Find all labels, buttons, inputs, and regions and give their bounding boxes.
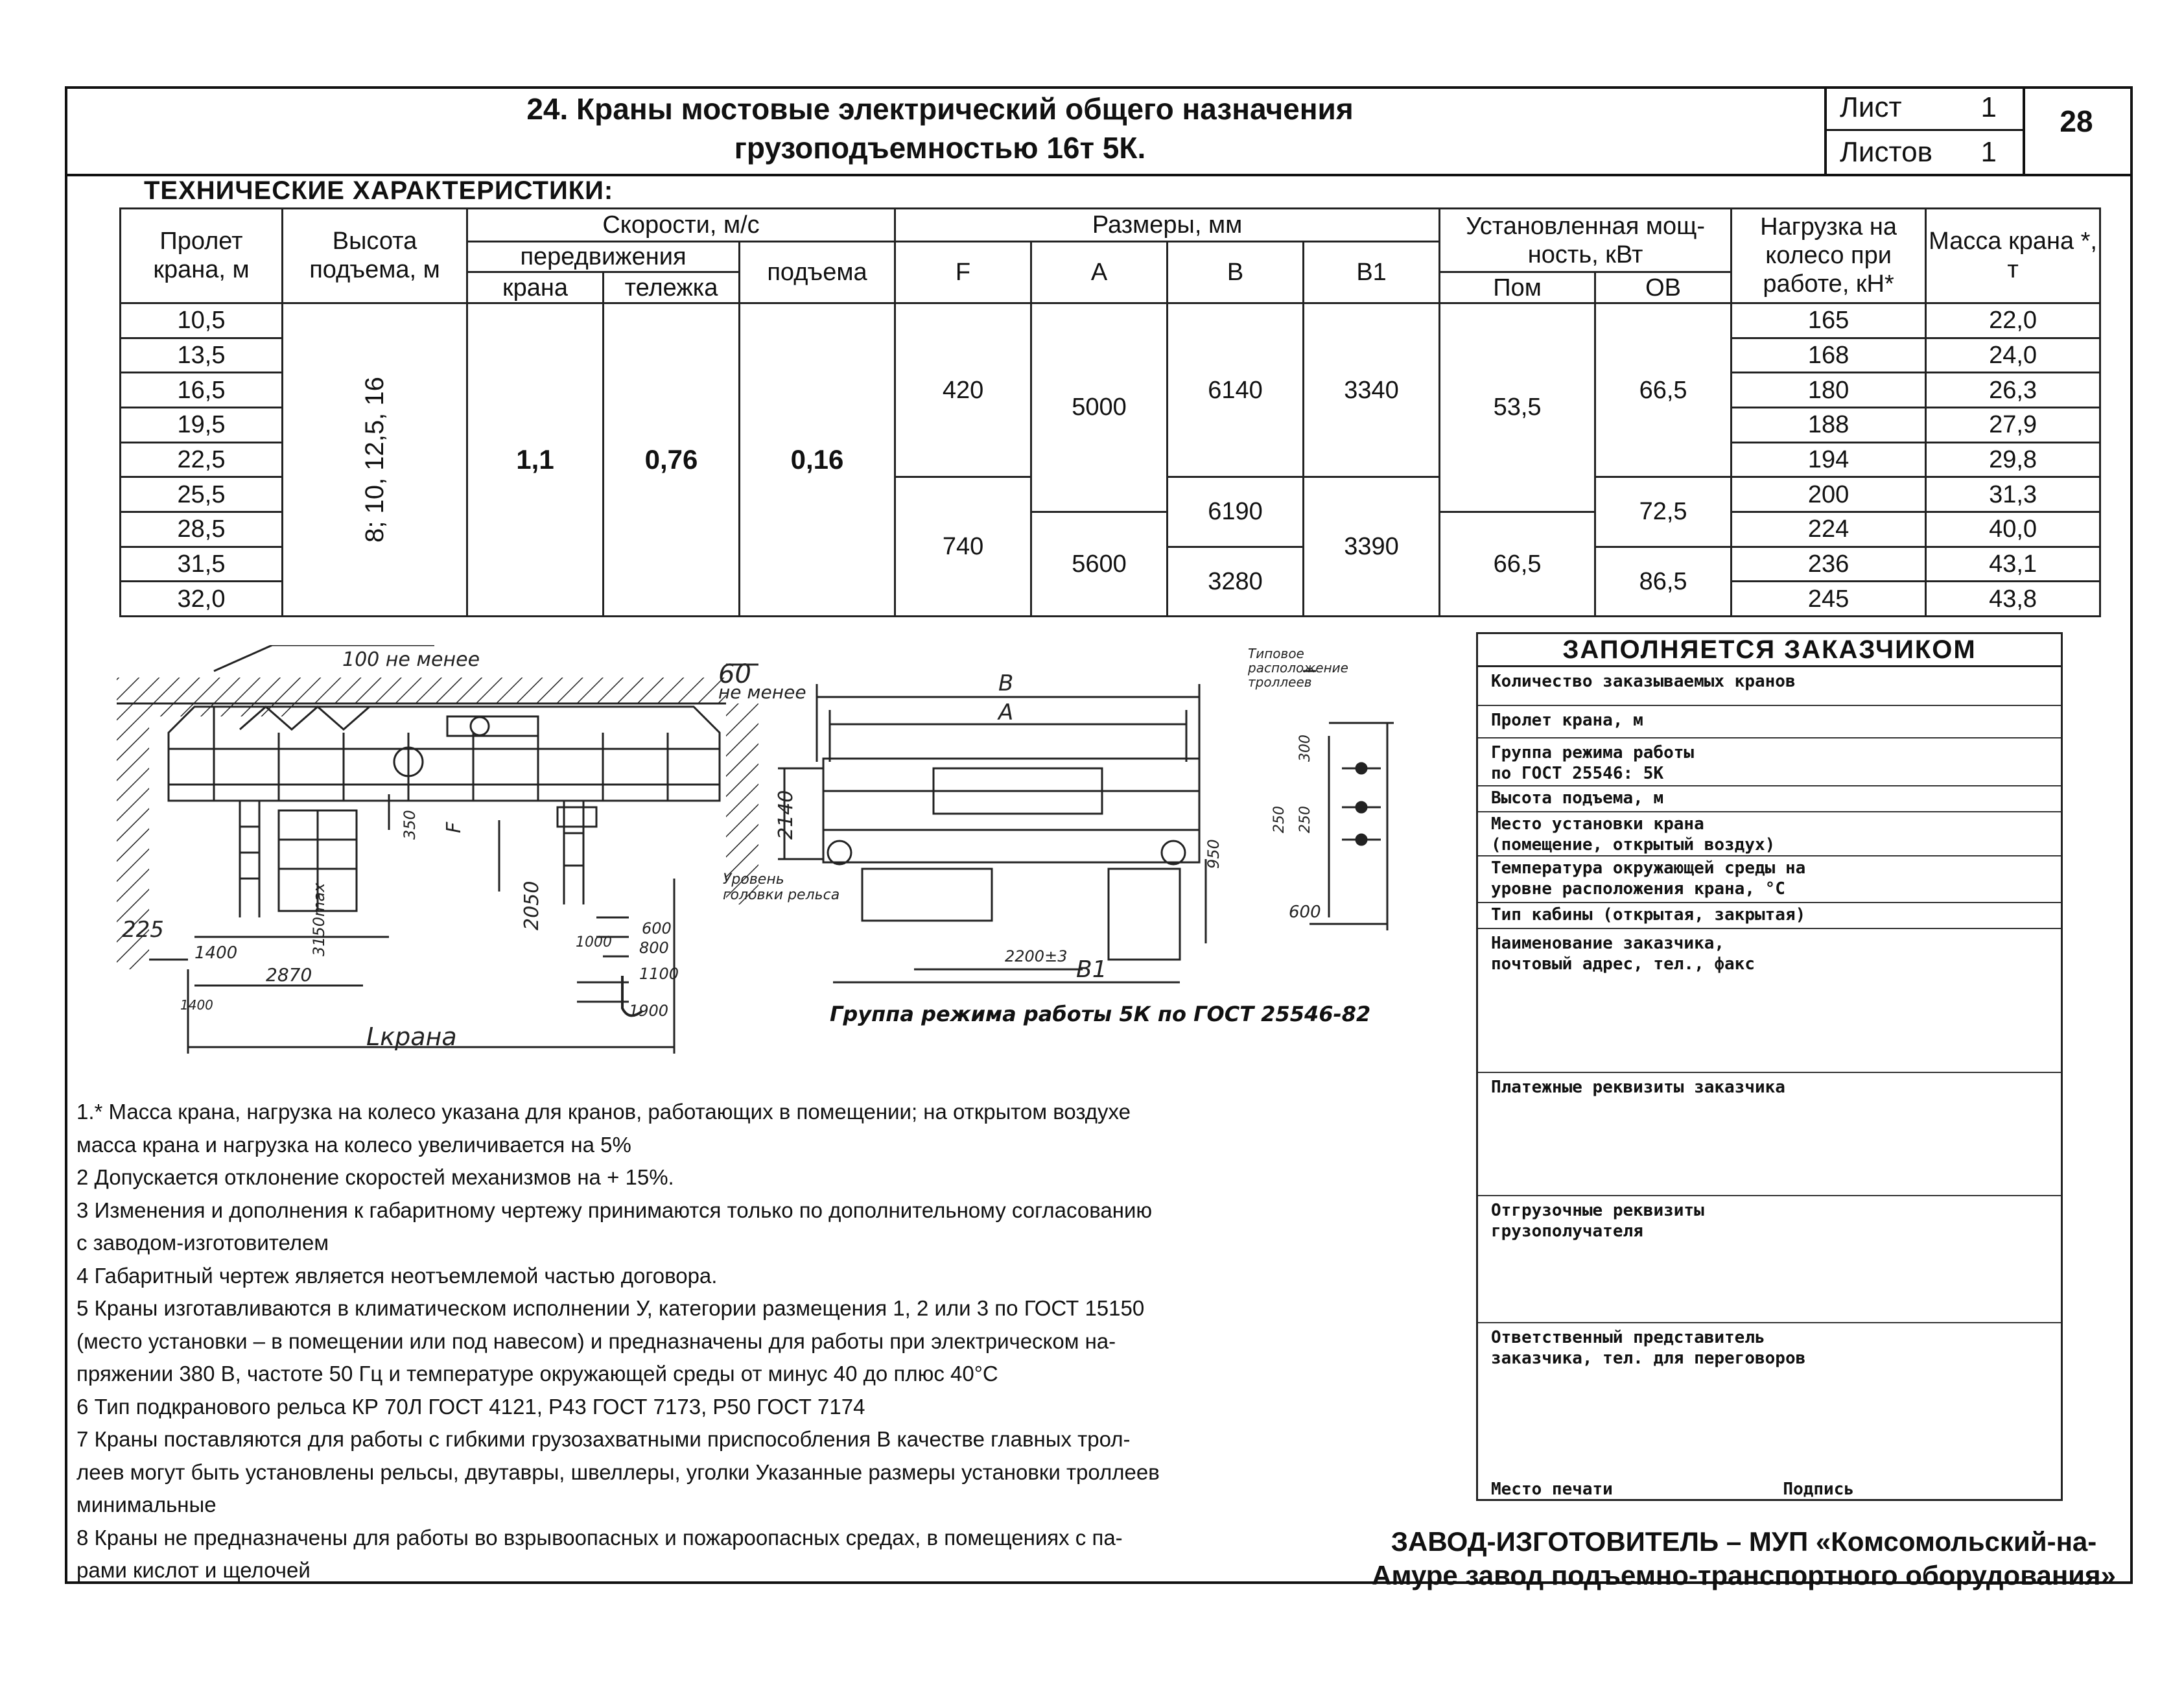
cell-mass: 29,8 — [1926, 442, 2100, 477]
field-representative[interactable] — [1478, 1323, 2061, 1470]
field-label: грузополучателя — [1491, 1222, 1643, 1241]
dim-A: А — [998, 700, 1014, 726]
dim-60: 60 — [718, 659, 751, 689]
height-value: 8; 10, 12,5, 16 — [360, 377, 389, 543]
cell-load: 188 — [1732, 407, 1926, 442]
dim-2140: 2140 — [775, 790, 797, 840]
note-line: леев могут быть установлены рельсы, двутавры, швеллеры, уголки Указанные размеры установки троллеев — [76, 1459, 1160, 1484]
dim-250-b: 250 — [1271, 806, 1287, 833]
mode-caption: Группа режима работы 5К по ГОСТ 25546-82 — [830, 1002, 1371, 1026]
sheets-label: Листов — [1840, 136, 1932, 168]
cell-load: 224 — [1732, 512, 1926, 547]
note-line: 6 Тип подкранового рельса КР 70Л ГОСТ 4121, Р43 ГОСТ 7173, Р50 ГОСТ 7174 — [76, 1394, 865, 1419]
field-label: Платежные реквизиты заказчика — [1491, 1078, 1785, 1097]
dim-3150: 3150max — [310, 882, 328, 956]
cell-B1-2: 3390 — [1304, 477, 1440, 617]
th-pom: Пом — [1440, 272, 1595, 303]
sheet-row — [1827, 86, 2023, 131]
field-span[interactable] — [1478, 706, 2061, 738]
customer-form-heading: ЗАПОЛНЯЕТСЯ ЗАКАЗЧИКОМ — [1478, 634, 2061, 667]
th-travel: передвижения — [467, 241, 740, 272]
field-label: Место установки крана — [1491, 814, 1704, 834]
cell-load: 245 — [1732, 582, 1926, 617]
cell-span: 31,5 — [121, 547, 283, 582]
note-line: рами кислот и щелочей — [76, 1558, 311, 1582]
representative-label — [1491, 1327, 1805, 1369]
th-lift: подъема — [740, 241, 895, 303]
note-line: 8 Краны не предназначены для работы во взрывоопасных и пожароопасных средах, в помещениях с па- — [76, 1525, 1123, 1550]
note-line: 4 Габаритный чертеж является неотъемлемой частью договора. — [76, 1263, 718, 1288]
sheets-row — [1827, 131, 2023, 174]
field-install-place[interactable] — [1478, 812, 2061, 856]
dim-60-note: не менее — [718, 681, 806, 703]
field-payment[interactable] — [1478, 1073, 2061, 1196]
cell-mass: 26,3 — [1926, 373, 2100, 408]
note-line: 7 Краны поставляются для работы с гибкими грузозахватными приспособления В качестве главных трол- — [76, 1427, 1131, 1451]
th-power: Установленная мощ-ность, кВт — [1440, 209, 1732, 272]
spec-table — [119, 207, 2101, 617]
dim-1400-a: 1400 — [194, 943, 238, 963]
dim-1900: 1900 — [629, 1002, 669, 1020]
trolley-note-3: троллеев — [1248, 674, 1312, 690]
th-load: Нагрузка на колесо при работе, кН* — [1732, 209, 1926, 303]
dim-600: 600 — [642, 919, 672, 938]
cell-mass: 43,8 — [1926, 582, 2100, 617]
field-label: Тип кабины (открытая, закрытая) — [1491, 905, 1806, 925]
field-label: по ГОСТ 25546: 5К — [1491, 764, 1664, 783]
document-title — [65, 89, 1815, 167]
field-label: заказчика, тел. для переговоров — [1491, 1349, 1806, 1368]
signature-row — [1491, 1480, 2049, 1499]
cell-speed-trolley: 0,76 — [604, 303, 740, 616]
dim-B: В — [998, 670, 1014, 696]
dim-2870: 2870 — [266, 964, 312, 986]
title-line-1: 24. Краны мостовые электрический общего назначения — [526, 92, 1354, 126]
th-B1: В1 — [1304, 241, 1440, 303]
cell-mass: 43,1 — [1926, 547, 2100, 582]
field-label: Количество заказываемых кранов — [1491, 672, 1796, 691]
dim-600-b: 600 — [1289, 903, 1321, 922]
th-height: Высота подъема, м — [283, 209, 467, 303]
cell-ov-1: 66,5 — [1595, 303, 1732, 477]
dim-2200: 2200±3 — [1005, 947, 1068, 965]
dim-350: 350 — [401, 810, 419, 840]
trolley-note-2: расположение — [1248, 660, 1348, 676]
dim-F: F — [443, 821, 465, 833]
cell-mass: 27,9 — [1926, 407, 2100, 442]
cell-B1-1: 3340 — [1304, 303, 1440, 477]
field-cabin-type[interactable] — [1478, 903, 2061, 929]
rail-note-1: Уровень — [723, 871, 784, 888]
cell-B-1: 6140 — [1168, 303, 1304, 477]
field-label: Пролет крана, м — [1491, 711, 1643, 730]
notes — [76, 1096, 1360, 1587]
field-label: Наименование заказчика, — [1491, 934, 1725, 953]
sheet-label: Лист — [1840, 91, 1902, 123]
dim-2050: 2050 — [521, 880, 543, 930]
manufacturer-line-2: Амуре завод подъемно-транспортного оборудования» — [1372, 1560, 2116, 1590]
field-shipping[interactable] — [1478, 1196, 2061, 1323]
field-label: Ответственный представитель — [1491, 1328, 1765, 1347]
cell-span: 25,5 — [121, 477, 283, 512]
field-label: (помещение, открытый воздух) — [1491, 835, 1776, 855]
cell-ov-2: 72,5 — [1595, 477, 1732, 547]
dim-225: 225 — [122, 917, 164, 943]
cell-span: 22,5 — [121, 442, 283, 477]
sheet-info-box — [1824, 86, 2025, 175]
cell-span: 32,0 — [121, 582, 283, 617]
dim-100: 100 не менее — [342, 648, 480, 671]
note-line: 5 Краны изготавливаются в климатическом исполнении У, категории размещения 1, 2 или 3 по ГОСТ 15150 — [76, 1296, 1145, 1320]
th-B: В — [1168, 241, 1304, 303]
cell-B-2: 6190 — [1168, 477, 1304, 547]
field-quantity[interactable] — [1478, 667, 2061, 706]
cell-F2: 740 — [895, 477, 1031, 617]
trolley-note-1: Типовое — [1248, 646, 1304, 661]
cell-A1: 5000 — [1031, 303, 1168, 512]
tech-heading: ТЕХНИЧЕСКИЕ ХАРАКТЕРИСТИКИ: — [144, 176, 614, 205]
title-line-2: грузоподъемностью 16т 5К. — [734, 131, 1146, 165]
th-A: А — [1031, 241, 1168, 303]
page-number: 28 — [2060, 104, 2093, 138]
field-temperature[interactable] — [1478, 856, 2061, 903]
cell-mass: 40,0 — [1926, 512, 2100, 547]
cell-span: 16,5 — [121, 373, 283, 408]
th-F: F — [895, 241, 1031, 303]
field-mode-group[interactable] — [1478, 738, 2061, 786]
cell-speed-lift: 0,16 — [740, 303, 895, 616]
field-label: Отгрузочные реквизиты — [1491, 1201, 1704, 1220]
note-line: минимальные — [76, 1493, 217, 1517]
th-span: Пролет крана, м — [121, 209, 283, 303]
cell-pom-1: 53,5 — [1440, 303, 1595, 512]
cell-load: 168 — [1732, 338, 1926, 373]
cell-height — [283, 303, 467, 616]
field-label: Высота подъема, м — [1491, 788, 1664, 808]
cell-B-3: 3280 — [1168, 547, 1304, 616]
dim-1100: 1100 — [639, 965, 679, 983]
cell-load: 165 — [1732, 303, 1926, 338]
field-customer-name[interactable] — [1478, 929, 2061, 1073]
rail-note-2: головки рельса — [723, 887, 840, 903]
cell-F1: 420 — [895, 303, 1031, 477]
th-trolley: тележка — [604, 272, 740, 303]
note-line: пряжении 380 В, частоте 50 Гц и температуре окружающей среды от минус 40 до плюс 40°С — [76, 1362, 998, 1386]
cell-mass: 31,3 — [1926, 477, 2100, 512]
field-label: Температура окружающей среды на — [1491, 858, 1806, 878]
cell-load: 194 — [1732, 442, 1926, 477]
th-speeds: Скорости, м/с — [467, 209, 895, 242]
note-line: (место установки – в помещении или под навесом) и предназначены для работы при электрическом на- — [76, 1329, 1116, 1353]
signature-label: Подпись — [1783, 1480, 1854, 1499]
th-dims: Размеры, мм — [895, 209, 1440, 242]
field-label: почтовый адрес, тел., факс — [1491, 954, 1755, 974]
cell-pom-2: 66,5 — [1440, 512, 1595, 616]
cell-mass: 24,0 — [1926, 338, 2100, 373]
dim-L-crane: Lкрана — [366, 1022, 457, 1051]
cell-load: 236 — [1732, 547, 1926, 582]
customer-form — [1476, 632, 2063, 1501]
manufacturer-line-1: ЗАВОД-ИЗГОТОВИТЕЛЬ – МУП «Комсомольский-на- — [1391, 1526, 2097, 1557]
note-line: 3 Изменения и дополнения к габаритному чертежу принимаются только по дополнительному согласованию — [76, 1198, 1153, 1222]
dim-1400-b: 1400 — [180, 997, 213, 1013]
note-line: с заводом-изготовителем — [76, 1231, 329, 1255]
dim-300: 300 — [1297, 735, 1313, 762]
cell-speed-crane: 1,1 — [467, 303, 604, 616]
dim-1000: 1000 — [576, 934, 612, 951]
manufacturer — [1355, 1525, 2133, 1592]
cell-span: 28,5 — [121, 512, 283, 547]
th-ov: ОВ — [1595, 272, 1732, 303]
sheets-value: 1 — [1980, 136, 1997, 168]
cell-span: 13,5 — [121, 338, 283, 373]
stamp-place-label: Место печати — [1491, 1480, 1613, 1499]
dim-950: 950 — [1204, 839, 1223, 869]
cell-span: 10,5 — [121, 303, 283, 338]
dim-800: 800 — [639, 939, 669, 957]
th-crane: крана — [467, 272, 604, 303]
sheet-value: 1 — [1980, 91, 1997, 123]
cell-A2: 5600 — [1031, 512, 1168, 616]
dim-B1: В1 — [1076, 956, 1107, 983]
cell-load: 180 — [1732, 373, 1926, 408]
note-line: 2 Допускается отклонение скоростей механизмов на + 15%. — [76, 1165, 674, 1189]
cell-load: 200 — [1732, 477, 1926, 512]
field-label: Группа режима работы — [1491, 743, 1695, 762]
field-lift-height[interactable] — [1478, 786, 2061, 812]
cell-span: 19,5 — [121, 407, 283, 442]
th-mass: Масса крана *, т — [1926, 209, 2100, 303]
cell-ov-3: 86,5 — [1595, 547, 1732, 616]
dim-250: 250 — [1297, 806, 1313, 833]
note-line: 1.* Масса крана, нагрузка на колесо указана для кранов, работающих в помещении; на открытом воздухе — [76, 1100, 1131, 1124]
cell-mass: 22,0 — [1926, 303, 2100, 338]
field-label: уровне расположения крана, °С — [1491, 879, 1785, 899]
note-line: масса крана и нагрузка на колесо увеличивается на 5% — [76, 1132, 631, 1157]
